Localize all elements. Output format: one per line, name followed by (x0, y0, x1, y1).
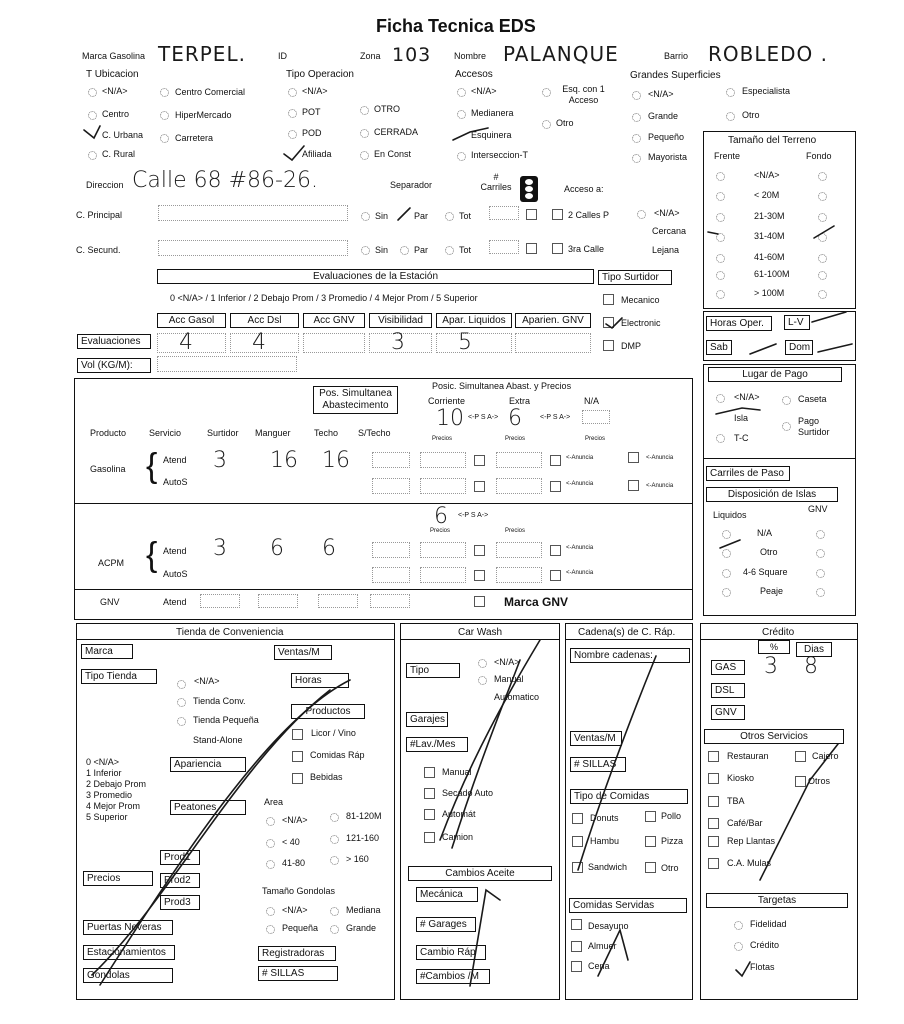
psa: <-P S A-> (458, 512, 489, 519)
cadena-opt: Pizza (661, 836, 684, 846)
autos-label: AutoS (163, 477, 188, 487)
eval-value-3[interactable]: 3 (391, 330, 405, 355)
barrio-label: Barrio (664, 51, 689, 61)
tienda-prod1: Prod1 (160, 850, 200, 865)
acceso-a-label: Acceso a: (564, 184, 604, 194)
otros-opt: Cajero (812, 751, 839, 761)
tienda-peatones: Peatones (170, 800, 246, 815)
carwash-tipo-opt: Automatico (494, 692, 540, 702)
disposicion-opt: 4-6 Square (743, 567, 788, 577)
carwash-cambios: #Cambios /M (416, 969, 490, 984)
servidas-opt: Desayuno (588, 921, 629, 931)
tienda-scale-item: 0 <N/A> (86, 757, 120, 767)
operacion-opt: <N/A> (302, 86, 328, 96)
disposicion-gnv: GNV (808, 504, 828, 514)
terreno-opt: <N/A> (754, 170, 780, 180)
carwash-ngarajes: # Garages (416, 917, 476, 932)
gnv-label: GNV (100, 597, 120, 607)
cadena-opt: Pollo (661, 811, 682, 821)
tienda-scale-item: 5 Superior (86, 812, 128, 822)
header-servicio: Servicio (149, 428, 182, 438)
gasolina-label: Gasolina (90, 464, 126, 474)
gasolina-techo[interactable]: 16 (322, 448, 350, 473)
carwash-check: Manual (442, 767, 472, 777)
tienda-tipo-opt: Stand-Alone (193, 735, 243, 745)
accesos-opt: <N/A> (471, 86, 497, 96)
ubicacion-opt: C. Rural (102, 149, 136, 159)
tienda-area: Area (264, 797, 284, 807)
precios-label: Precios (585, 436, 606, 442)
tienda-title: Tienda de Conveniencia (176, 627, 284, 638)
par-mark (398, 208, 410, 220)
servidas-strike (598, 930, 628, 976)
zona-value[interactable]: 103 (392, 44, 432, 66)
eval-col-4: Apar. Liquidos (436, 313, 512, 328)
na-label: N/A (584, 396, 600, 406)
anuncia-label: <-Anuncia (566, 545, 594, 551)
otros-strike (760, 744, 838, 880)
terreno-title: Tamaño del Terreno (728, 135, 817, 146)
tienda-prod-opt: Licor / Vino (311, 728, 356, 738)
surtidor-opt: DMP (621, 341, 641, 351)
tarjetas-opt: Crédito (750, 940, 780, 950)
sin-label: Sin (375, 211, 389, 221)
zona-label: Zona (360, 51, 381, 61)
tienda-productos: Productos (291, 704, 365, 719)
marca-label: Marca Gasolina (82, 51, 146, 61)
lugar-pago-title: Lugar de Pago (708, 367, 842, 382)
anuncia-label: <-Anuncia (646, 483, 674, 489)
acpm-label: ACPM (98, 558, 125, 568)
lugar-pago-opt: Isla (734, 413, 749, 423)
tarjetas-title: Targetas (706, 893, 848, 908)
ubicacion-mark (84, 126, 100, 138)
operacion-opt: En Const (374, 149, 412, 159)
direccion-label: Direccion (86, 180, 124, 190)
servidas-opt: Almuer (588, 941, 617, 951)
par-label: Par (414, 245, 429, 255)
terreno-opt: 21-30M (754, 211, 785, 221)
horas-dom: Dom (785, 340, 813, 355)
gasolina-surtidor[interactable]: 3 (213, 448, 227, 473)
evaluaciones-row-label: Evaluaciones (77, 334, 151, 349)
extra-value[interactable]: 6 (508, 406, 522, 431)
id-label: ID (278, 51, 287, 61)
cadena-ventas: Ventas/M (570, 731, 622, 746)
credito-dsl: DSL (711, 683, 745, 698)
atend-label: Atend (163, 546, 187, 556)
gasolina-manguer[interactable]: 16 (270, 448, 298, 473)
tienda-precios: Precios (83, 871, 153, 886)
carwash-tipo-opt: <N/A> (494, 657, 520, 667)
tienda-registradoras: Registradoras (258, 946, 336, 961)
grandes-opt: Otro (742, 110, 760, 120)
accesos-title: Accesos (455, 69, 493, 80)
sab-mark (750, 344, 776, 354)
accesos-otro: Otro (556, 118, 574, 128)
credito-title: Crédito (762, 627, 795, 638)
gondola-opt: Pequeña (282, 923, 319, 933)
otros-opt: Rep Llantas (727, 836, 776, 846)
evaluaciones-title: Evaluaciones de la Estación (157, 269, 594, 284)
par-label: Par (414, 211, 429, 221)
nombre-value[interactable]: PALANQUE (503, 42, 619, 66)
gondola-opt: <N/A> (282, 905, 308, 915)
horas-sab: Sab (706, 340, 732, 355)
ubicacion-opt: C. Urbana (102, 130, 144, 140)
flotas-mark (736, 962, 750, 976)
horas-lv: L-V (784, 315, 810, 330)
cadena-nombre: Nombre cadenas: (570, 648, 690, 663)
grandes-opt: Grande (648, 111, 679, 121)
terreno-opt: 41-60M (754, 252, 785, 262)
electronic-mark (606, 318, 622, 328)
disposicion-title: Disposición de Islas (706, 487, 838, 502)
tienda-marca: Marca (81, 644, 133, 659)
separador-label: Separador (390, 180, 433, 190)
tienda-scale-item: 1 Inferior (86, 768, 122, 778)
tienda-scale-item: 2 Debajo Prom (86, 779, 147, 789)
carwash-title: Car Wash (458, 627, 503, 638)
surtidor-title: Tipo Surtidor (598, 270, 672, 285)
carwash-check: Secado Auto (442, 788, 494, 798)
terreno-opt: < 20M (754, 190, 780, 200)
carwash-aceite: Cambios Aceite (408, 866, 552, 881)
precios-label: Precios (430, 528, 451, 534)
cadena-strike (578, 656, 656, 870)
anuncia-label: <-Anuncia (646, 455, 674, 461)
pos-sim-label: Pos. Simultanea Abastecimento (313, 386, 398, 414)
disposicion-liquidos: Liquidos (713, 510, 747, 520)
eval-value-1[interactable]: 4 (252, 330, 266, 355)
tienda-tipo-opt: Tienda Conv. (193, 696, 246, 706)
terreno-opt: 31-40M (754, 231, 785, 241)
cadena-opt: Sandwich (588, 862, 628, 872)
otros-opt: C.A. Mulas (727, 858, 772, 868)
credito-gas-pct[interactable]: 3 (764, 654, 778, 679)
atend-label: Atend (163, 455, 187, 465)
area-opt: < 40 (282, 837, 300, 847)
vol-label: Vol (KG/M): (77, 358, 151, 373)
c-principal: C. Principal (76, 210, 123, 220)
carwash-check: Camion (442, 832, 474, 842)
atend-label: Atend (163, 597, 187, 607)
tres-calle: 3ra Calle (568, 244, 605, 254)
c-secund: C. Secund. (76, 245, 121, 255)
accesos-opt: Medianera (471, 108, 514, 118)
ubicacion-opt: Centro Comercial (175, 87, 246, 97)
tienda-prod-opt: Bebidas (310, 772, 343, 782)
operacion-opt: OTRO (374, 104, 400, 114)
cadena-title: Cadena(s) de C. Ráp. (578, 627, 676, 638)
header-techo: Techo (314, 428, 339, 438)
ubicacion-opt: Carretera (175, 133, 214, 143)
ubicacion-title: T Ubicacion (86, 69, 139, 80)
terreno-frente-mark (708, 232, 718, 234)
acceso-opt: Cercana (652, 226, 687, 236)
tarjetas-opt: Fidelidad (750, 919, 787, 929)
eval-col-5: Aparien. GNV (515, 313, 591, 328)
gondola-opt: Grande (346, 923, 377, 933)
direccion-value[interactable]: Calle 68 #86-26. (132, 168, 318, 193)
operacion-opt: POT (302, 107, 321, 117)
otros-opt: TBA (727, 796, 745, 806)
carwash-tipo: Tipo (406, 663, 460, 678)
carwash-garajes: Garajes (406, 712, 448, 727)
dos-calles: 2 Calles P (568, 210, 610, 220)
header-surtidor: Surtidor (207, 428, 239, 438)
tienda-scale-item: 3 Promedio (86, 790, 133, 800)
terreno-fondo-mark (814, 226, 834, 238)
accesos-opt: Interseccion-T (471, 150, 529, 160)
na-mark (720, 540, 740, 548)
cadena-sillas: # SILLAS (570, 757, 626, 772)
anuncia-label: <-Anuncia (566, 481, 594, 487)
aceite-strike (470, 890, 500, 986)
grandes-opt: Pequeño (648, 132, 685, 142)
brace: { (146, 447, 158, 485)
credito-gnv: GNV (711, 705, 745, 720)
tienda-prod2: Prod2 (160, 873, 200, 888)
operacion-title: Tipo Operacion (286, 69, 354, 80)
eval-value-4[interactable]: 5 (458, 330, 472, 355)
extra-label: Extra (509, 396, 531, 406)
credito-gas-dias[interactable]: 8 (804, 654, 818, 679)
isla-mark (716, 408, 760, 414)
gondolas-title: Tamaño Gondolas (262, 886, 336, 896)
surtidor-opt: Mecanico (621, 295, 660, 305)
terreno-frente: Frente (714, 151, 741, 161)
cadena-opt: Donuts (590, 813, 619, 823)
eval-col-3: Visibilidad (369, 313, 432, 328)
marca-value[interactable]: TERPEL. (158, 42, 246, 66)
cadena-opt: Otro (661, 863, 679, 873)
precios-label: Precios (505, 436, 526, 442)
operacion-opt: POD (302, 128, 322, 138)
gondola-opt: Mediana (346, 905, 381, 915)
header-manguer: Manguer (255, 428, 291, 438)
surtidor-opt: Electronic (621, 318, 661, 328)
acceso-opt: <N/A> (654, 208, 680, 218)
barrio-value[interactable]: ROBLEDO . (708, 42, 828, 66)
tienda-gondolas: Gondolas (83, 968, 173, 983)
evaluaciones-scale: 0 <N/A> / 1 Inferior / 2 Debajo Prom / 3 Promedio / 4 Mejor Prom / 5 Superior (170, 293, 478, 303)
tienda-estac: Estacionamientos (83, 945, 175, 960)
lugar-pago-opt: T-C (734, 433, 749, 443)
area-opt: 121-160 (346, 833, 380, 843)
area-opt: > 160 (346, 854, 369, 864)
afiliada-mark (284, 146, 304, 160)
tienda-tipo-opt: <N/A> (194, 676, 220, 686)
credito-gas: GAS (711, 660, 745, 675)
terreno-opt: > 100M (754, 288, 785, 298)
otros-opt: Otros (808, 776, 831, 786)
eval-col-2: Acc GNV (303, 313, 365, 328)
tot-label: Tot (459, 211, 472, 221)
lugar-pago-opt: Pago Surtidor (798, 416, 830, 437)
anuncia-label: <-Anuncia (566, 570, 594, 576)
tarjetas-opt: Flotas (750, 962, 775, 972)
precios-label: Precios (505, 528, 526, 534)
cadena-servidas: Comidas Servidas (569, 898, 687, 913)
tot-label: Tot (459, 245, 472, 255)
esquinera-mark (453, 128, 488, 140)
tienda-tipo: Tipo Tienda (81, 669, 157, 684)
brace: { (146, 536, 158, 574)
area-opt: 41-80 (282, 858, 306, 868)
sin-label: Sin (375, 245, 389, 255)
area-opt: <N/A> (282, 815, 308, 825)
tienda-prod3: Prod3 (160, 895, 200, 910)
tienda-prod-opt: Comidas Ráp (310, 750, 365, 760)
carwash-tipo-opt: Manual (494, 674, 524, 684)
eval-value-0[interactable]: 4 (179, 330, 193, 355)
carriles-paso: Carriles de Paso (706, 466, 790, 481)
corriente-label: Corriente (428, 396, 466, 406)
tienda-tipo-opt: Tienda Pequeña (193, 715, 259, 725)
anuncia-label: <-Anuncia (566, 455, 594, 461)
carwash-mecanica: Mecánica (416, 887, 478, 902)
acpm-surtidor[interactable]: 3 (213, 536, 227, 561)
otros-opt: Café/Bar (727, 818, 763, 828)
tienda-apariencia: Apariencia (170, 757, 246, 772)
page-title: Ficha Tecnica EDS (376, 16, 536, 36)
ubicacion-opt: Centro (102, 109, 130, 119)
header-producto: Producto (90, 428, 127, 438)
lv-mark (812, 312, 846, 322)
horas-label: Horas Oper. (706, 316, 772, 331)
credito-dias: Dias (796, 642, 832, 657)
tienda-strike-2 (92, 690, 330, 975)
otros-opt: Kiosko (727, 773, 755, 783)
accesos-opt: Esquinera (471, 130, 512, 140)
grandes-title: Grandes Superficies (630, 70, 721, 81)
disposicion-opt: Peaje (760, 586, 784, 596)
terreno-fondo: Fondo (806, 151, 832, 161)
disposicion-opt: Otro (760, 547, 778, 557)
tienda-ventas: Ventas/M (274, 645, 332, 660)
cadena-opt: Hambu (590, 836, 620, 846)
otros-title: Otros Servicios (704, 729, 844, 744)
carwash-check: Automát (442, 809, 476, 819)
tienda-strike (100, 680, 350, 985)
tienda-sillas: # SILLAS (258, 966, 338, 981)
eval-col-0: Acc Gasol (157, 313, 226, 328)
nombre-label: Nombre (454, 51, 487, 61)
carwash-rap: Cambio Ráp (416, 945, 486, 960)
precios-label: Precios (432, 436, 453, 442)
tienda-scale-item: 4 Mejor Prom (86, 801, 141, 811)
psa: <-P S A-> (468, 414, 499, 421)
cadena-tipo: Tipo de Comidas (570, 789, 688, 804)
operacion-opt: Afiliada (302, 149, 332, 159)
ubicacion-opt: <N/A> (102, 86, 128, 96)
grandes-opt: Mayorista (648, 152, 688, 162)
servidas-opt: Cena (588, 961, 610, 971)
acpm-techo[interactable]: 6 (322, 536, 336, 561)
psa: <-P S A-> (540, 414, 571, 421)
grandes-opt: <N/A> (648, 89, 674, 99)
lugar-pago-opt: <N/A> (734, 392, 760, 402)
dom-mark (818, 344, 852, 352)
eval-col-1: Acc Dsl (230, 313, 299, 328)
lugar-pago-opt: Caseta (798, 394, 827, 404)
header-stecho: S/Techo (358, 428, 391, 438)
marca-gnv: Marca GNV (504, 595, 569, 609)
carwash-strike-2 (452, 660, 520, 848)
autos-label: AutoS (163, 569, 188, 579)
accesos-eq: Esq. con 1 Acceso (562, 84, 605, 105)
posic-label: Posic. Simultanea Abast. y Precios (432, 381, 572, 391)
area-opt: 81-120M (346, 811, 382, 821)
operacion-opt: CERRADA (374, 127, 419, 137)
tienda-horas: Horas (291, 673, 349, 688)
disposicion-opt: N/A (757, 528, 773, 538)
carwash-lav: #Lav./Mes (406, 737, 468, 752)
acceso-opt: Lejana (652, 245, 680, 255)
tienda-puertas: Puertas Neveras (83, 920, 173, 935)
otros-opt: Restauran (727, 751, 769, 761)
credito-pct: % (758, 640, 790, 654)
grandes-opt: Especialista (742, 86, 791, 96)
acpm-psa-value[interactable]: 6 (434, 504, 448, 529)
carriles-label: # Carriles (480, 172, 512, 192)
terreno-opt: 61-100M (754, 269, 790, 279)
corriente-value[interactable]: 10 (436, 406, 464, 431)
ubicacion-opt: HiperMercado (175, 110, 232, 120)
acpm-manguer[interactable]: 6 (270, 536, 284, 561)
